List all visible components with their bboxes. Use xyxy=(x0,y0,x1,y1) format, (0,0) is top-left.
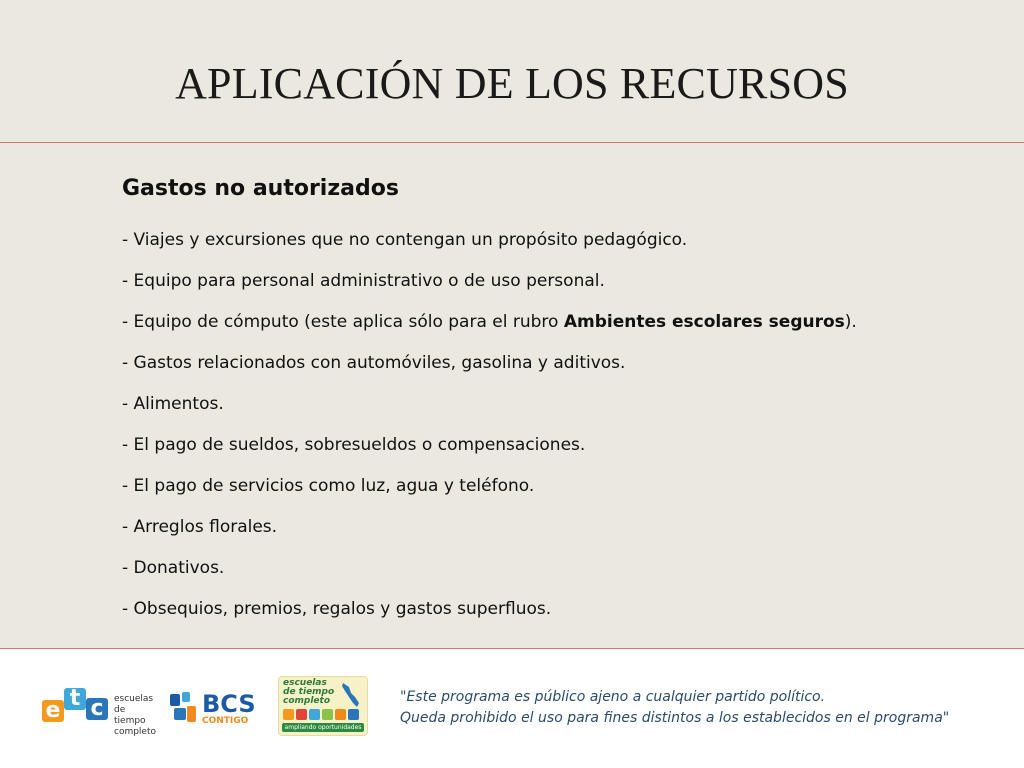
list-item: - El pago de servicios como luz, agua y teléfono. xyxy=(122,476,535,496)
list-item: - Donativos. xyxy=(122,558,225,578)
list-item: - Alimentos. xyxy=(122,394,224,414)
etc-logo-c-block: c xyxy=(86,698,108,720)
bcs-logo xyxy=(168,690,260,730)
bcs-logo-name: BCS xyxy=(202,690,256,718)
etc-logo xyxy=(42,684,157,737)
list-item: - El pago de sueldos, sobresueldos o compensaciones. xyxy=(122,435,586,455)
section-heading: Gastos no autorizados xyxy=(122,176,399,201)
list-item-text: ). xyxy=(844,312,857,332)
list-item: - Equipo para personal administrativo o de uso personal. xyxy=(122,271,605,291)
sport-icon xyxy=(335,709,346,720)
disclaimer-line: "Este programa es público ajeno a cualquier partido político. xyxy=(400,689,826,705)
slide-title: APLICACIÓN DE LOS RECURSOS xyxy=(175,59,849,108)
footer-divider xyxy=(0,648,1024,649)
book-icon xyxy=(283,709,294,720)
at-icon xyxy=(309,709,320,720)
list-item xyxy=(122,302,982,343)
list-item-text: - Equipo de cómputo (este aplica sólo para el rubro xyxy=(122,312,564,332)
list-item: - Obsequios, premios, regalos y gastos superfluos. xyxy=(122,599,552,619)
edt-logo-band: ampliando oportunidades xyxy=(282,723,364,732)
disclaimer-line: Queda prohibido el uso para fines distintos a los establecidos en el programa" xyxy=(400,710,950,726)
slide-body xyxy=(122,172,982,630)
edt-logo xyxy=(278,676,368,736)
map-icon xyxy=(339,681,363,709)
list-item-emphasis: Ambientes escolares seguros xyxy=(563,312,845,332)
list-item: - Arreglos florales. xyxy=(122,517,278,537)
bcs-emblem-icon xyxy=(168,690,198,726)
title-divider xyxy=(0,142,1024,143)
edt-logo-title: escuelas de tiempo completo xyxy=(283,678,335,706)
music-icon xyxy=(348,709,359,720)
bcs-logo-tagline: CONTIGO xyxy=(202,716,249,726)
etc-logo-e-block: e xyxy=(42,700,64,722)
list-item: - Viajes y excursiones que no contengan un propósito pedagógico. xyxy=(122,230,688,250)
art-icon xyxy=(322,709,333,720)
edt-logo-icons xyxy=(283,709,363,721)
footer-logos xyxy=(42,676,372,736)
etc-logo-t-block: t xyxy=(64,688,86,710)
list-item: - Gastos relacionados con automóviles, gasolina y aditivos. xyxy=(122,353,626,373)
footer-disclaimer xyxy=(400,687,1010,729)
apple-icon xyxy=(296,709,307,720)
etc-logo-text: escuelas de tiempo completo xyxy=(114,694,157,737)
